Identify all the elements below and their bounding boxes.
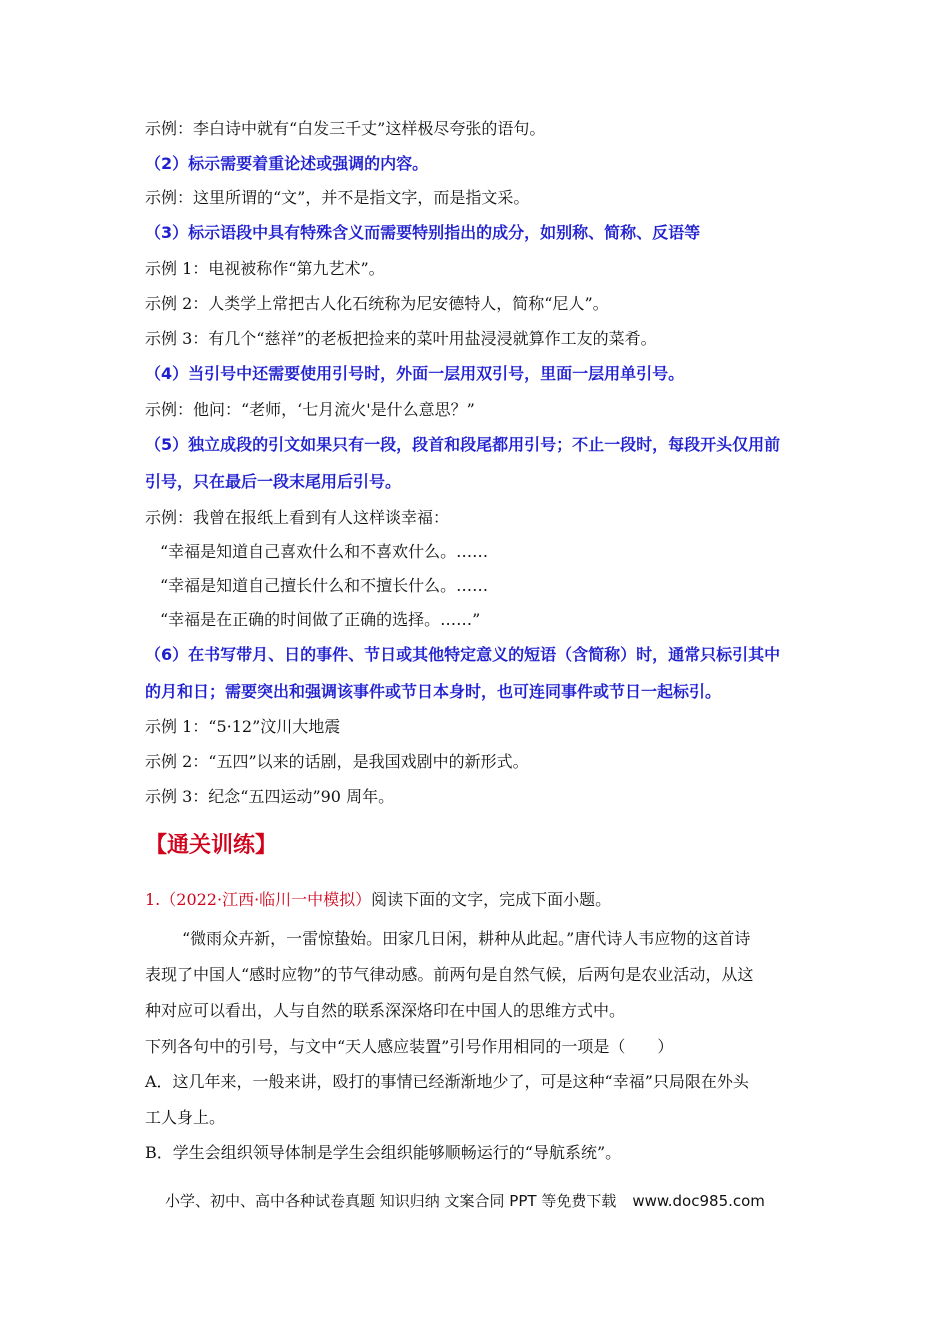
quote-paragraph: “幸福是在正确的时间做了正确的选择。……” bbox=[160, 610, 481, 629]
passage-line: 表现了中国人“感时应物”的节气律动感。前两句是自然气候，后两句是农业活动，从这 bbox=[145, 965, 754, 984]
passage-line: 种对应可以看出，人与自然的联系深深烙印在中国人的思维方式中。 bbox=[145, 1001, 626, 1020]
rule-heading: 的月和日；需要突出和强调该事件或节日本身时，也可连同事件或节日一起标引。 bbox=[145, 682, 722, 701]
example-text: 示例 3：纪念“五四运动”90 周年。 bbox=[145, 787, 395, 806]
question-stem: 下列各句中的引号，与文中“天人感应装置”引号作用相同的一项是（ ） bbox=[145, 1037, 674, 1056]
quote-paragraph: “幸福是知道自己擅长什么和不擅长什么。…… bbox=[160, 576, 489, 595]
rule-heading: （3）标示语段中具有特殊含义而需要特别指出的成分，如别称、简称、反语等 bbox=[145, 223, 701, 242]
option-a: A．这几年来，一般来讲，殴打的事情已经渐渐地少了，可是这种“幸福”只局限在外头 bbox=[145, 1072, 749, 1091]
example-text: 示例：我曾在报纸上看到有人这样谈幸福： bbox=[145, 508, 450, 527]
rule-heading: （4）当引号中还需要使用引号时，外面一层用双引号，里面一层用单引号。 bbox=[145, 364, 685, 383]
option-b: B．学生会组织领导体制是学生会组织能够顺畅运行的“导航系统”。 bbox=[145, 1143, 622, 1162]
footer bbox=[165, 1191, 765, 1211]
rule-heading: （5）独立成段的引文如果只有一段，段首和段尾都用引号；不止一段时，每段开头仅用前 bbox=[145, 435, 781, 454]
example-text: 示例：这里所谓的“文”，并不是指文字，而是指文采。 bbox=[145, 188, 530, 207]
example-text: 示例 2：人类学上常把古人化石统称为尼安德特人，简称“尼人”。 bbox=[145, 294, 609, 313]
example-text: 示例 3：有几个“慈祥”的老板把捡来的菜叶用盐浸浸就算作工友的菜肴。 bbox=[145, 329, 657, 348]
question-header bbox=[145, 890, 611, 910]
rule-heading: （2）标示需要着重论述或强调的内容。 bbox=[145, 154, 429, 173]
rule-heading: （6）在书写带月、日的事件、节日或其他特定意义的短语（含简称）时，通常只标引其中 bbox=[145, 645, 781, 664]
question-number: 1. bbox=[145, 890, 161, 909]
quote-paragraph: “幸福是知道自己喜欢什么和不喜欢什么。…… bbox=[160, 542, 489, 561]
option-a-continued: 工人身上。 bbox=[145, 1108, 226, 1127]
example-text: 示例：他问：“老师，‘七月流火'是什么意思？” bbox=[145, 400, 475, 419]
example-text: 示例 2：“五四”以来的话剧，是我国戏剧中的新形式。 bbox=[145, 752, 529, 771]
question-prompt: 阅读下面的文字，完成下面小题。 bbox=[371, 890, 612, 909]
example-text: 示例 1：“5·12”汶川大地震 bbox=[145, 717, 341, 736]
question-source: （2022·江西·临川一中模拟） bbox=[160, 890, 372, 909]
section-title: 【通关训练】 bbox=[145, 833, 278, 858]
passage-line: “微雨众卉新，一雷惊蛰始。田家几日闲，耕种从此起。”唐代诗人韦应物的这首诗 bbox=[182, 929, 751, 948]
footer-text: 小学、初中、高中各种试卷真题 知识归纳 文案合同 PPT 等免费下载 bbox=[165, 1192, 617, 1210]
rule-heading: 引号，只在最后一段末尾用后引号。 bbox=[145, 472, 402, 491]
example-text: 示例 1：电视被称作“第九艺术”。 bbox=[145, 259, 385, 278]
footer-url[interactable]: www.doc985.com bbox=[632, 1192, 765, 1210]
example-text: 示例：李白诗中就有“白发三千丈”这样极尽夸张的语句。 bbox=[145, 119, 546, 138]
